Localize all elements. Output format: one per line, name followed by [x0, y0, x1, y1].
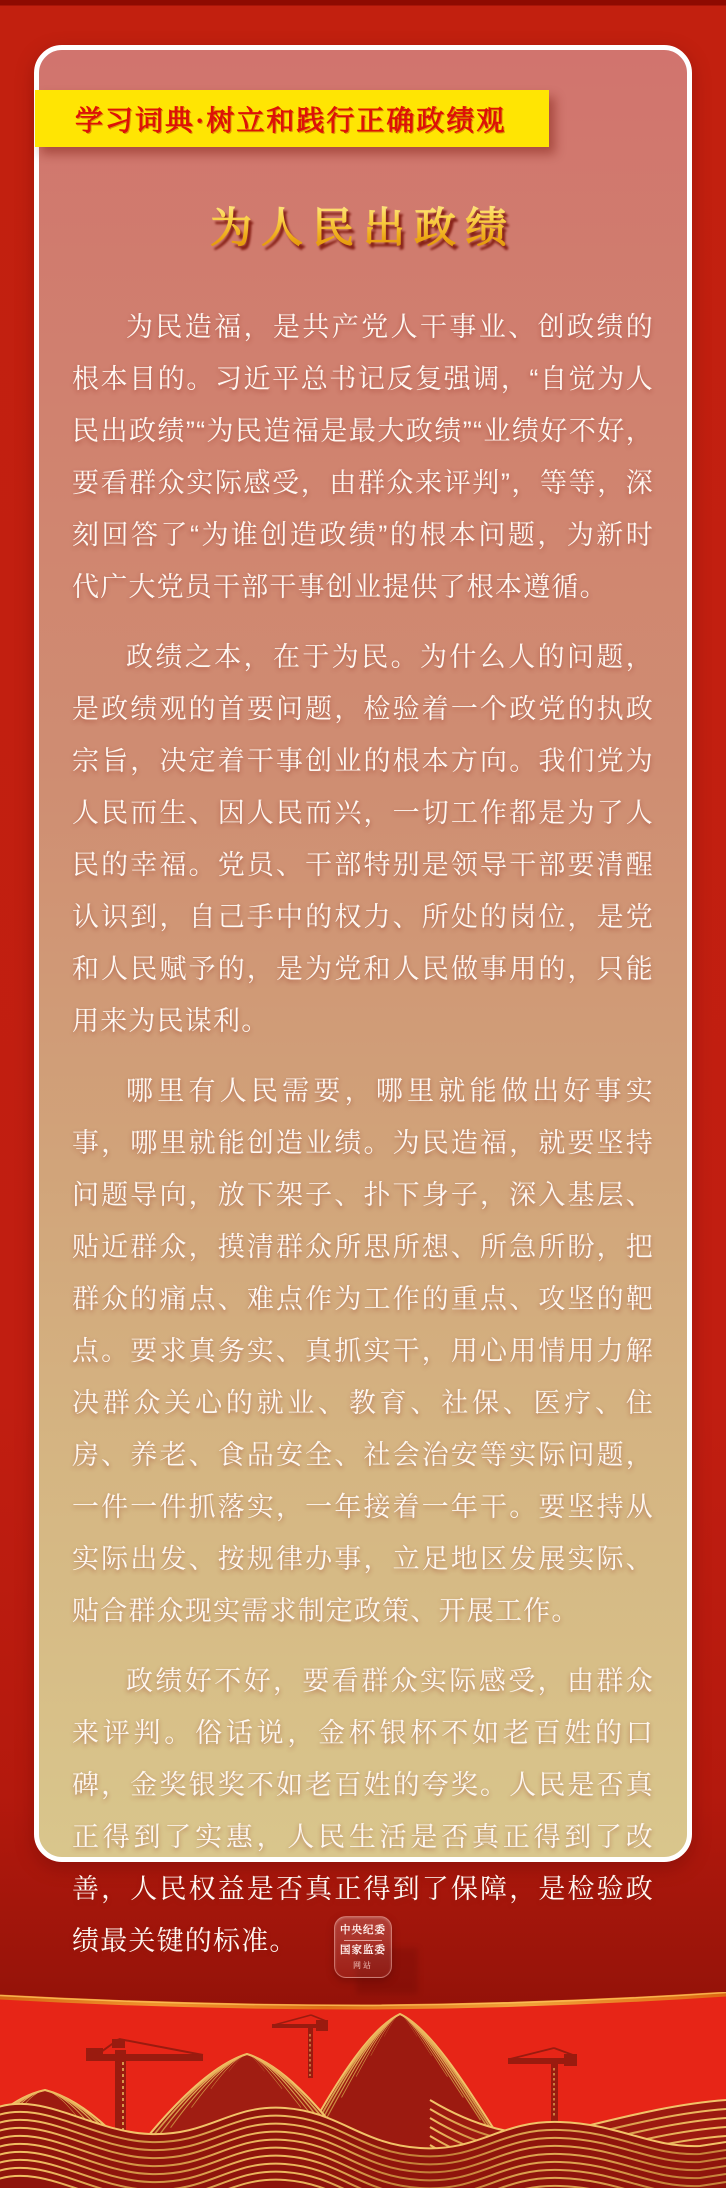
article-title: 为人民出政绩	[210, 195, 516, 255]
header-banner	[35, 90, 549, 147]
badge-line-3: 网站	[353, 1961, 373, 1970]
bottom-band-art	[0, 1992, 726, 2188]
badge-line-2: 国家监委	[340, 1944, 386, 1956]
article-body	[39, 301, 687, 1967]
article-paragraph: 哪里有人民需要，哪里就能做出好事实事，哪里就能创造业绩。为民造福，就要坚持问题导向，放下架子、扑下身子，深入基层、贴近群众，摸清群众所思所想、所急所盼，把群众的痛点、难点作为工作的重点、攻坚的靶点。要求真务实、真抓实干，用心用情用力解决群众关心的就业、教育、社保、医疗、住房、养老、食品安全、社会治安等实际问题，一件一件抓落实，一年接着一年干。要坚持从实际出发、按规律办事，立足地区发展实际、贴合群众现实需求制定政策、开展工作。	[72, 1076, 654, 1626]
article-paragraph: 政绩之本，在于为民。为什么人的问题，是政绩观的首要问题，检验着一个政党的执政宗旨，决定着干事创业的根本方向。我们党为人民而生、因人民而兴，一切工作都是为了人民的幸福。党员、干部特别是领导干部要清醒认识到，自己手中的权力、所处的岗位，是党和人民赋予的，是为党和人民做事用的，只能用来为民谋利。	[72, 642, 654, 1036]
banner-label: 学习词典·树立和践行正确政绩观	[75, 105, 507, 137]
badge-line-1: 中央纪委	[340, 1924, 386, 1936]
badge-divider	[344, 1940, 382, 1941]
footer-site-badge	[334, 1916, 392, 1978]
article-paragraph: 政绩好不好，要看群众实际感受，由群众来评判。俗话说，金杯银杯不如老百姓的口碑，金奖银奖不如老百姓的夸奖。人民是否真正得到了实惠，人民生活是否真正得到了改善，人民权益是否真正得到了保障，是检验政绩最关键的标准。	[72, 1666, 654, 1956]
article-paragraph: 为民造福，是共产党人干事业、创政绩的根本目的。习近平总书记反复强调，“自觉为人民出政绩”“为民造福是最大政绩”“业绩好不好，要看群众实际感受，由群众来评判”，等等，深刻回答了“为谁创造政绩”的根本问题，为新时代广大党员干部干事创业提供了根本遵循。	[72, 312, 654, 602]
title-wrap	[39, 50, 687, 255]
